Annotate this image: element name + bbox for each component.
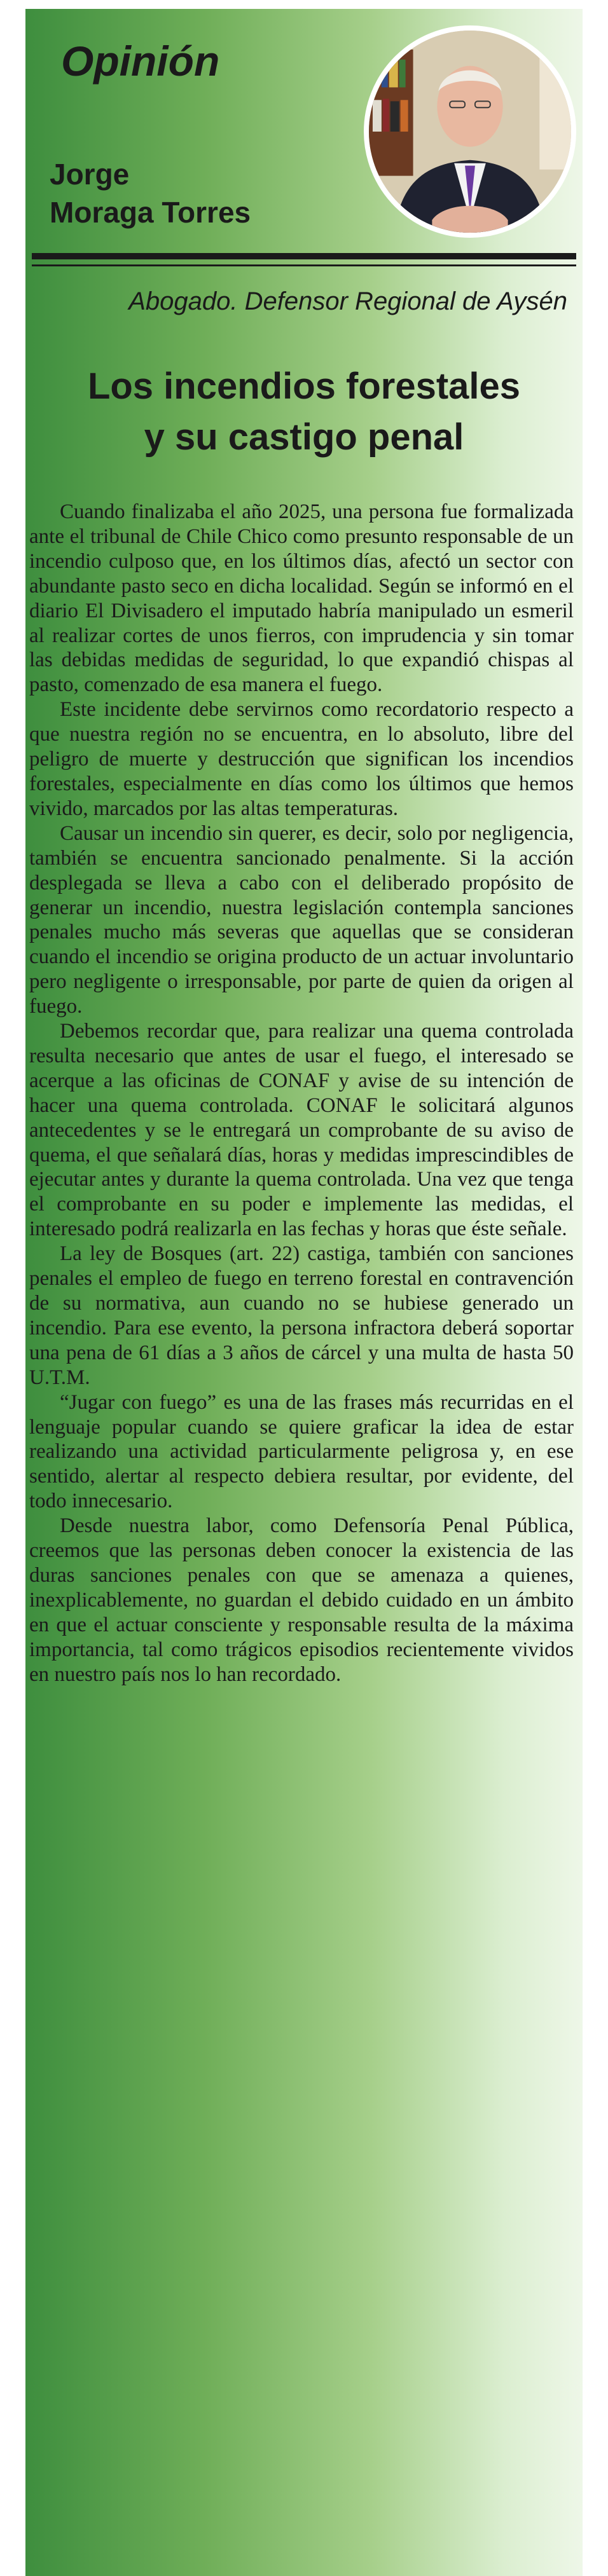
paragraph-7: Desde nuestra labor, como Defensoría Penal Pública, creemos que las personas deben conocer la existencia de las duras sanciones penales con que se amenaza a quienes, inexplicablemente, no guardan el debido cuidado en un ámbito en que el actuar consciente y responsable resulta de la máxima importancia, tal como trágicos episodios recientemente vividos en nuestro país nos lo han recordado. bbox=[29, 1514, 574, 1686]
author-portrait-image bbox=[369, 31, 571, 233]
section-label: Opinión bbox=[61, 38, 220, 85]
header-rule-thick bbox=[32, 253, 576, 259]
paragraph-3: Causar un incendio sin querer, es decir, solo por negligencia, también se encuentra sancionado penalmente. Si la acción desplegada se lleva a cabo con el deliberado propósito de generar un incendio, nuestra legislación contempla sanciones penales mucho más severas que aquellas que se consideran cuando el incendio se origina producto de un actuar involuntario pero negligente o irresponsable, por parte de quien da origen al fuego. bbox=[29, 821, 574, 1018]
paragraph-2: Este incidente debe servirnos como recordatorio respecto a que nuestra región no se encuentra, en lo absoluto, libre del peligro de muerte y destrucción que significan los incendios forestales, especialmente en días como los últimos que hemos vivido, marcados por las altas temperaturas. bbox=[29, 698, 574, 820]
author-portrait bbox=[364, 25, 576, 238]
paragraph-4: Debemos recordar que, para realizar una quema controlada resulta necesario que antes de usar el fuego, el interesado se acerque a las oficinas de CONAF y avise de su intención de hacer una quema controlada. CONAF le solicitará algunos antecedentes y se le entregará un comprobante de su aviso de quema, el que señalará días, horas y medidas imprescindibles de ejecutar antes y durante la quema controlada. Una vez que tenga el comprobante en su poder e implemente las medidas, el interesado podrá realizarla en las fechas y horas que éste señale. bbox=[29, 1020, 574, 1241]
paragraph-5: La ley de Bosques (art. 22) castiga, también con sanciones penales el empleo de fuego en terreno forestal en contravención de su normativa, aun cuando no se hubiese generado un incendio. Para ese evento, la persona infractora deberá soportar una pena de 61 días a 3 años de cárcel y una multa de hasta 50 U.T.M. bbox=[29, 1242, 574, 1389]
article-body bbox=[29, 500, 574, 1687]
opinion-column bbox=[25, 9, 583, 2576]
author-role: Abogado. Defensor Regional de Aysén bbox=[128, 287, 567, 315]
header-rule-thin bbox=[32, 264, 576, 266]
author-last-name: Moraga Torres bbox=[50, 196, 251, 229]
headline-line-2: y su castigo penal bbox=[144, 416, 464, 458]
paragraph-1: Cuando finalizaba el año 2025, una persona fue formalizada ante el tribunal de Chile Chico como presunto responsable de un incendio culposo que, en los últimos días, afectó un sector con abundante pasto seco en dicha localidad. Según se informó en el diario El Divisadero el imputado habría manipulado un esmeril al realizar cortes de unos fierros, con imprudencia y sin tomar las debidas medidas de seguridad, lo que expandió chispas al pasto, comenzado de esa manera el fuego. bbox=[29, 500, 574, 697]
author-first-name: Jorge bbox=[50, 158, 130, 191]
author-name bbox=[50, 155, 251, 231]
headline-line-1: Los incendios forestales bbox=[87, 366, 521, 407]
article-headline bbox=[25, 361, 583, 463]
paragraph-6: “Jugar con fuego” es una de las frases más recurridas en el lenguaje popular cuando se quiere graficar la idea de estar realizando una actividad particularmente peligrosa y, en ese sentido, alertar al respecto debiera resultar, por evidente, del todo innecesario. bbox=[29, 1390, 574, 1513]
